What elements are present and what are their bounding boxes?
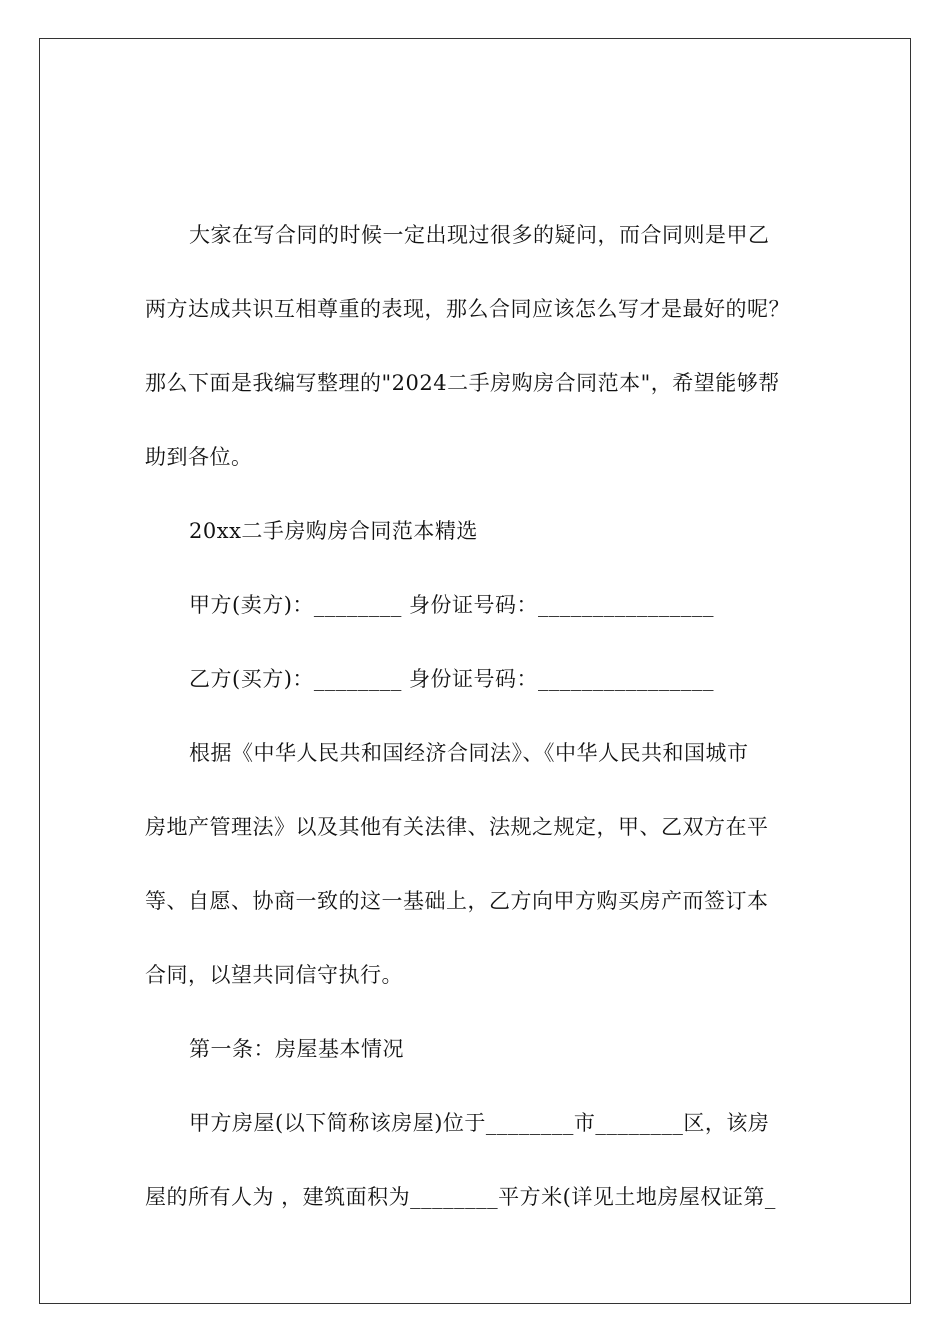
property-details-line-1: 甲方房屋(以下简称该房屋)位于________市________区，该房 <box>189 1111 770 1135</box>
party-b-line: 乙方(买方)：________ 身份证号码：________________ <box>189 667 715 691</box>
legal-basis-paragraph <box>145 716 805 1012</box>
legal-basis-line-3: 等、自愿、协商一致的这一基础上，乙方向甲方购买房产而签订本 <box>145 889 769 913</box>
legal-basis-line-1: 根据《中华人民共和国经济合同法》、《中华人民共和国城市 <box>189 741 749 765</box>
contract-title-text: 20xx二手房购房合同范本精选 <box>189 519 478 543</box>
article-1-heading-text: 第一条：房屋基本情况 <box>189 1037 404 1061</box>
party-a <box>145 568 805 642</box>
intro-line-1: 大家在写合同的时候一定出现过很多的疑问，而合同则是甲乙 <box>189 223 770 247</box>
intro-line-4: 助到各位。 <box>145 445 253 469</box>
intro-paragraph <box>145 198 805 494</box>
party-a-line: 甲方(卖方)：________ 身份证号码：________________ <box>189 593 715 617</box>
property-details-line-2: 屋的所有人为 ，建筑面积为________平方米(详见土地房屋权证第_ <box>145 1185 776 1209</box>
article-1-heading <box>145 1012 805 1086</box>
legal-basis-line-2: 房地产管理法》以及其他有关法律、法规之规定，甲、乙双方在平 <box>145 815 769 839</box>
intro-line-3: 那么下面是我编写整理的"2024二手房购房合同范本"，希望能够帮 <box>145 371 780 395</box>
document-body <box>145 198 805 1234</box>
party-b <box>145 642 805 716</box>
legal-basis-line-4: 合同，以望共同信守执行。 <box>145 963 403 987</box>
contract-title <box>145 494 805 568</box>
intro-line-2: 两方达成共识互相尊重的表现，那么合同应该怎么写才是最好的呢？ <box>145 297 790 321</box>
property-details-paragraph <box>145 1086 805 1234</box>
